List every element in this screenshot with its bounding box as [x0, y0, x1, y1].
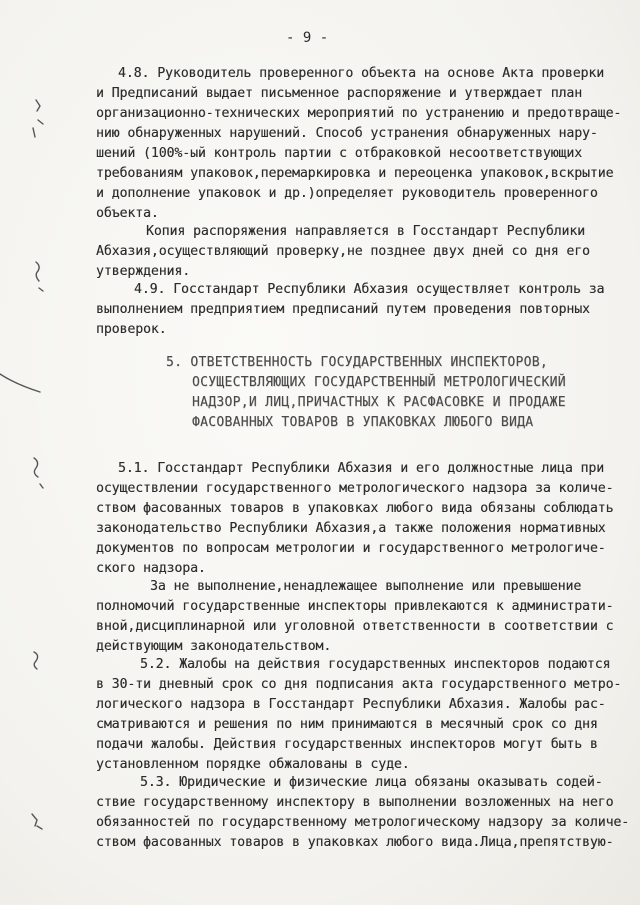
p48-line-8: объекта.: [96, 206, 159, 221]
p48-line-5: шений (100%-ый контроль партии с отбраковкой несоответствующих: [96, 146, 583, 161]
p53-line-2: ствие государственному инспектору в выполнении возложенных на него: [96, 795, 614, 810]
p48-line-4: нию обнаруженных нарушений. Способ устранения обнаруженных нару-: [96, 126, 598, 141]
p51-line-1: 5.1. Госстандарт Республики Абхазия и его должностные лица при: [118, 461, 605, 476]
p53-line-4: ством фасованных товаров в упаковках любого вида.Лица,препятствую-: [96, 835, 614, 850]
p48-copy-line-2: Абхазия,осуществляющий проверку,не позднее двух дней со дня его: [96, 244, 590, 259]
page-number: - 9 -: [286, 30, 329, 46]
section-5-heading-line-4: ФАСОВАННЫХ ТОВАРОВ В УПАКОВКАХ ЛЮБОГО ВИДА: [192, 415, 534, 430]
p52-line-2: в 30-ти дневный срок со дня подписания акта государственного метро-: [96, 677, 622, 692]
p53-line-1: 5.3. Юридические и физические лица обязаны оказывать содей-: [140, 775, 603, 790]
p48-line-6: требованиям упаковок,перемаркировка и переоценка упаковок,вскрытие: [96, 166, 614, 181]
section-5-heading-line-2: ОСУЩЕСТВЛЯЮЩИХ ГОСУДАРСТВЕННЫЙ МЕТРОЛОГИЧЕСКИЙ: [192, 375, 566, 390]
section-5-heading-line-1: 5. ОТВЕТСТВЕННОСТЬ ГОСУДАРСТВЕННЫХ ИНСПЕКТОРОВ,: [166, 355, 548, 370]
p52-line-1: 5.2. Жалобы на действия государственных инспекторов подаются: [140, 657, 611, 672]
p52-line-4: сматриваются и решения по ним принимаются в месячный срок со дня: [96, 717, 598, 732]
p51b-line-1: За не выполнение,ненадлежащее выполнение или превышение: [150, 579, 582, 594]
p51b-line-3: вной,дисциплинарной или уголовной ответственности в соответствии с: [96, 619, 614, 634]
p51-line-2: осуществлении государственного метрологического надзора за количе-: [96, 481, 614, 496]
p49-line-3: проверок.: [96, 322, 167, 337]
p53-line-3: обязанностей по государственному метрологическому надзору за количе-: [96, 815, 630, 830]
margin-binding-marks: [0, 0, 70, 905]
p51b-line-4: действующим законодательством.: [96, 639, 332, 654]
p48-line-7: и дополнение упаковок и др.)определяет руководитель проверенного: [96, 186, 598, 201]
p51-line-5: документов по вопросам метрологии и государственного метрологиче-: [96, 541, 606, 556]
p48-copy-line-3: утверждения.: [96, 264, 191, 279]
p48-line-1: 4.8. Руководитель проверенного объекта на основе Акта проверки: [118, 66, 605, 81]
p48-line-2: и Предписаний выдает письменное распоряжение и утверждает план: [96, 86, 583, 101]
p48-copy-line-1: Копия распоряжения направляется в Госстандарт Республики: [146, 224, 586, 239]
p49-line-1: 4.9. Госстандарт Республики Абхазия осуществляет контроль за: [134, 282, 605, 297]
p51b-line-2: полномочий государственные инспекторы привлекаются к администрати-: [96, 599, 614, 614]
p51-line-3: ством фасованных товаров в упаковках любого вида обязаны соблюдать: [96, 501, 614, 516]
p52-line-6: установленном порядке обжалованы в суде.: [96, 757, 410, 772]
p48-line-3: организационно-технических мероприятий по устранению и предотвраще-: [96, 106, 622, 121]
p52-line-5: подачи жалобы. Действия государственных инспекторов могут быть в: [96, 737, 598, 752]
p51-line-6: ского надзора.: [96, 561, 206, 576]
p52-line-3: логического надзора в Госстандарт Республики Абхазия. Жалобы рас-: [96, 697, 606, 712]
p49-line-2: выполнением предприятием предписаний путем проведения повторных: [96, 302, 590, 317]
p51-line-4: законодательство Республики Абхазия,а также положения нормативных: [96, 521, 606, 536]
section-5-heading-line-3: НАДЗОР,И ЛИЦ,ПРИЧАСТНЫХ К РАСФАСОВКЕ И ПРОДАЖЕ: [192, 395, 566, 410]
